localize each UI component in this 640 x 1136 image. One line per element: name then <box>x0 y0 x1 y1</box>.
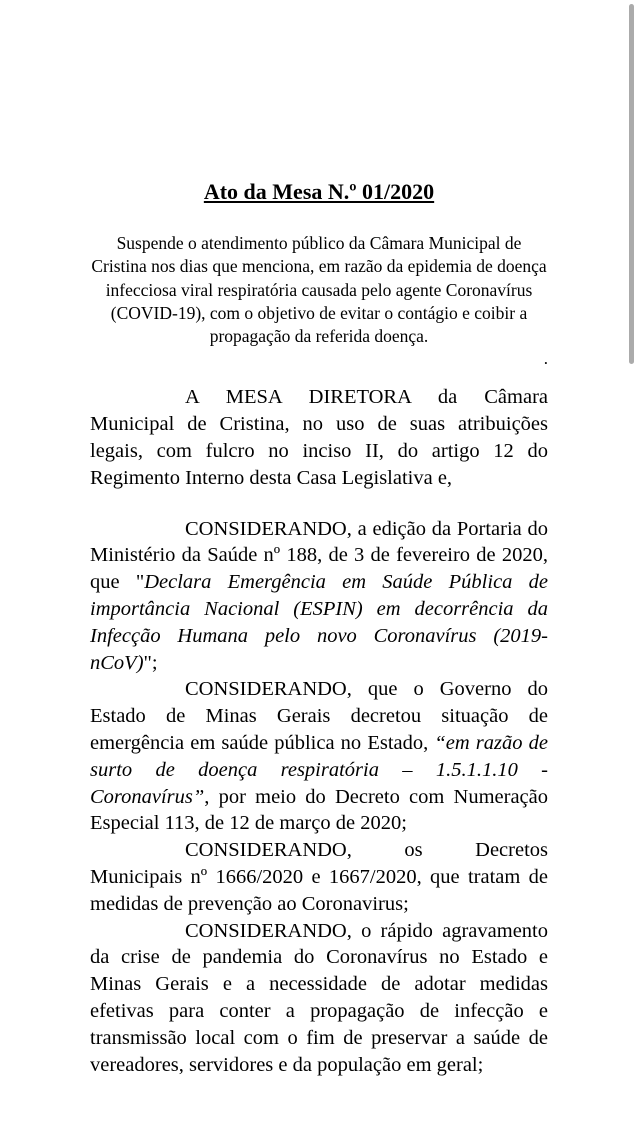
paragraph <box>90 676 548 837</box>
summary-trailing-period: . <box>543 349 548 369</box>
document-title: Ato da Mesa N.º 01/2020 <box>203 179 435 204</box>
paragraph <box>90 384 548 491</box>
paragraph-text-segment: "; <box>143 651 158 674</box>
scrollbar-thumb[interactable] <box>629 4 634 364</box>
paragraph-italic-segment: Declara Emergência em Saúde Pública de importância Nacional (ESPIN) em decorrência da Infecção Humana pelo novo Coronavírus (2019-nCoV) <box>90 571 549 674</box>
paragraph-text-segment: CONSIDERANDO, a edição da Portaria do Ministério da Saúde nº 188, de 3 de fevereiro de 2020, que " <box>90 517 548 594</box>
paragraph-text-segment: , por meio do Decreto com Numeração Especial 113, de 12 de março de 2020; <box>90 785 548 835</box>
document-summary: Suspende o atendimento público da Câmara Municipal de Cristina nos dias que menciona, em razão da epidemia de doença infecciosa viral respiratória causada pelo agente Coronavírus (COVID-19), com o objetivo de evitar o contágio e coibir a propagação da referida doença. <box>91 233 547 347</box>
document-body <box>90 384 548 1078</box>
document-page <box>90 0 548 1078</box>
paragraph-italic-segment: “em razão de surto de doença respiratória – 1.5.1.1.10 - Coronavírus” <box>90 732 548 808</box>
paragraph-text-segment: CONSIDERANDO, o rápido agravamento da crise de pandemia do Coronavírus no Estado e Minas Gerais e a necessidade de adotar medidas efetivas para conter a propagação de infecção e transmissão local com o fim de preservar a saúde de vereadores, servidores e da população em geral; <box>90 919 548 1076</box>
paragraph <box>90 516 548 677</box>
paragraph <box>90 837 548 917</box>
paragraph <box>90 918 548 1079</box>
paragraph-text-segment: CONSIDERANDO, que o Governo do Estado de Minas Gerais decretou situação de emergência em saúde pública no Estado, <box>90 678 548 755</box>
paragraph-text-segment: A MESA DIRETORA da Câmara Municipal de Cristina, no uso de suas atribuições legais, com fulcro no inciso II, do artigo 12 do Regimento Interno desta Casa Legislativa e, <box>90 386 548 489</box>
paragraph-text-segment: CONSIDERANDO, os Decretos Municipais nº 1666/2020 e 1667/2020, que tratam de medidas de prevenção ao Coronavirus; <box>90 839 548 915</box>
